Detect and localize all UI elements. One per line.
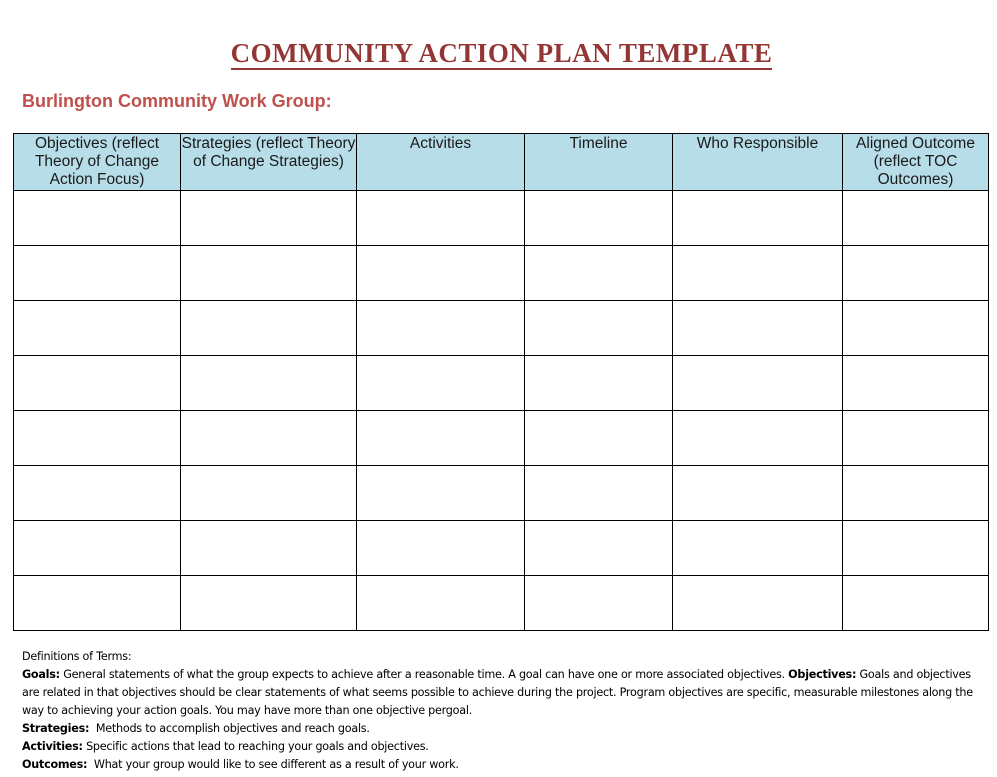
table-row <box>14 466 989 521</box>
cell-aligned-outcome[interactable] <box>843 301 989 356</box>
cell-objectives[interactable] <box>14 576 181 631</box>
table-header-row <box>14 134 989 191</box>
table-row <box>14 301 989 356</box>
definitions-section <box>22 648 982 774</box>
table-row <box>14 356 989 411</box>
cell-objectives[interactable] <box>14 521 181 576</box>
cell-activities[interactable] <box>357 356 525 411</box>
term-objectives: Objectives: <box>788 668 857 681</box>
table-row <box>14 191 989 246</box>
definition-goals-objectives <box>22 666 982 720</box>
definition-strategies <box>22 720 982 738</box>
cell-strategies[interactable] <box>181 356 357 411</box>
cell-aligned-outcome[interactable] <box>843 356 989 411</box>
cell-aligned-outcome[interactable] <box>843 576 989 631</box>
cell-activities[interactable] <box>357 191 525 246</box>
table-row <box>14 576 989 631</box>
cell-strategies[interactable] <box>181 466 357 521</box>
cell-timeline[interactable] <box>525 576 673 631</box>
header-who-responsible: Who Responsible <box>673 134 843 191</box>
cell-strategies[interactable] <box>181 301 357 356</box>
cell-strategies[interactable] <box>181 191 357 246</box>
header-aligned-outcome: Aligned Outcome (reflect TOC Outcomes) <box>843 134 989 191</box>
cell-strategies[interactable] <box>181 246 357 301</box>
definition-strategies-text: Methods to accomplish objectives and reach goals. <box>89 722 370 735</box>
cell-timeline[interactable] <box>525 301 673 356</box>
cell-timeline[interactable] <box>525 356 673 411</box>
cell-objectives[interactable] <box>14 356 181 411</box>
cell-strategies[interactable] <box>181 411 357 466</box>
cell-who-responsible[interactable] <box>673 356 843 411</box>
cell-objectives[interactable] <box>14 466 181 521</box>
cell-activities[interactable] <box>357 301 525 356</box>
cell-who-responsible[interactable] <box>673 466 843 521</box>
cell-activities[interactable] <box>357 411 525 466</box>
cell-activities[interactable] <box>357 576 525 631</box>
cell-aligned-outcome[interactable] <box>843 246 989 301</box>
cell-who-responsible[interactable] <box>673 521 843 576</box>
cell-aligned-outcome[interactable] <box>843 521 989 576</box>
cell-timeline[interactable] <box>525 521 673 576</box>
cell-strategies[interactable] <box>181 576 357 631</box>
cell-objectives[interactable] <box>14 191 181 246</box>
cell-aligned-outcome[interactable] <box>843 411 989 466</box>
group-name-heading: Burlington Community Work Group: <box>22 91 332 111</box>
cell-who-responsible[interactable] <box>673 246 843 301</box>
header-activities: Activities <box>357 134 525 191</box>
header-strategies: Strategies (reflect Theory of Change Strategies) <box>181 134 357 191</box>
term-outcomes: Outcomes: <box>22 758 88 771</box>
page-title <box>0 38 997 69</box>
cell-who-responsible[interactable] <box>673 191 843 246</box>
cell-timeline[interactable] <box>525 411 673 466</box>
cell-who-responsible[interactable] <box>673 411 843 466</box>
cell-aligned-outcome[interactable] <box>843 466 989 521</box>
cell-who-responsible[interactable] <box>673 576 843 631</box>
header-objectives: Objectives (reflect Theory of Change Action Focus) <box>14 134 181 191</box>
cell-activities[interactable] <box>357 521 525 576</box>
cell-objectives[interactable] <box>14 246 181 301</box>
cell-timeline[interactable] <box>525 466 673 521</box>
table-row <box>14 246 989 301</box>
cell-objectives[interactable] <box>14 411 181 466</box>
term-goals: Goals: <box>22 668 60 681</box>
definition-outcomes <box>22 756 982 774</box>
header-timeline: Timeline <box>525 134 673 191</box>
cell-who-responsible[interactable] <box>673 301 843 356</box>
action-plan-table <box>13 133 989 631</box>
definitions-heading: Definitions of Terms: <box>22 650 132 663</box>
definition-objectives-text: Goals and objectives are related in that objectives should be clear statements of what seems possible to achieve during the project. Program objectives are specific, measurable milestones along the way to achieving your action goals. You may have more than one objective pergoal. <box>22 668 973 717</box>
cell-activities[interactable] <box>357 466 525 521</box>
cell-activities[interactable] <box>357 246 525 301</box>
term-activities: Activities: <box>22 740 83 753</box>
page-title-text: COMMUNITY ACTION PLAN TEMPLATE <box>230 38 773 68</box>
cell-timeline[interactable] <box>525 191 673 246</box>
cell-objectives[interactable] <box>14 301 181 356</box>
table-row <box>14 411 989 466</box>
definition-goals-text: General statements of what the group expects to achieve after a reasonable time. A goal can have one or more associated objectives. <box>59 668 789 681</box>
definition-activities-text: Specific actions that lead to reaching your goals and objectives. <box>82 740 429 753</box>
cell-strategies[interactable] <box>181 521 357 576</box>
definition-activities <box>22 738 982 756</box>
table-row <box>14 521 989 576</box>
term-strategies: Strategies: <box>22 722 90 735</box>
definition-outcomes-text: What your group would like to see different as a result of your work. <box>87 758 459 771</box>
cell-timeline[interactable] <box>525 246 673 301</box>
cell-aligned-outcome[interactable] <box>843 191 989 246</box>
